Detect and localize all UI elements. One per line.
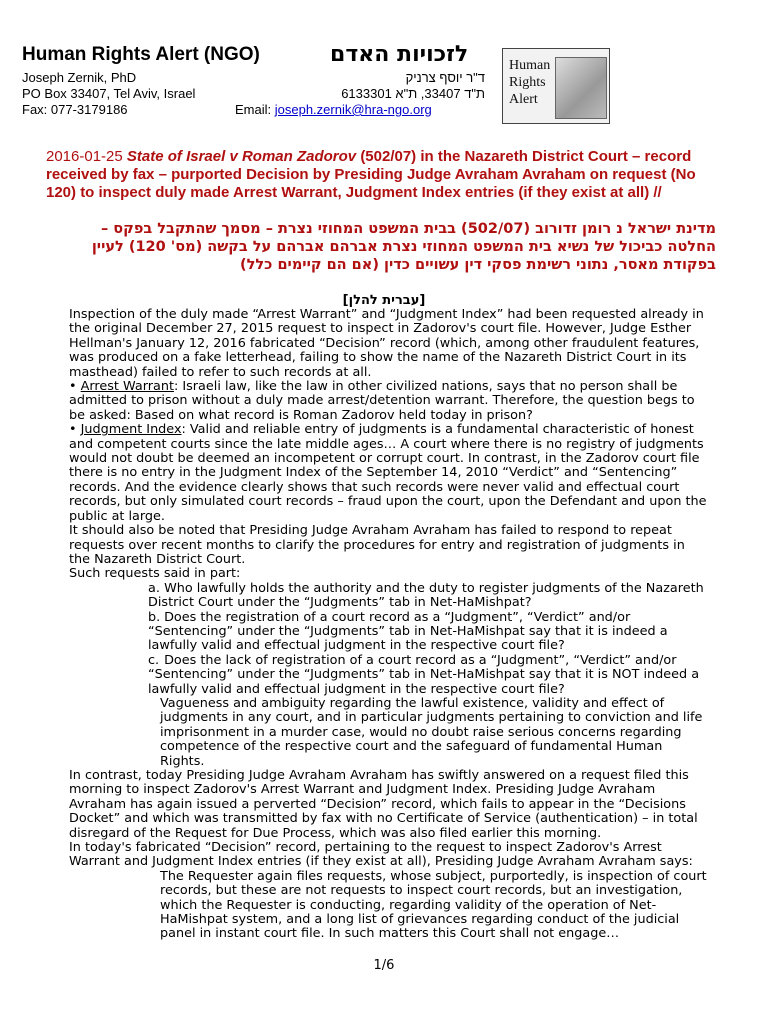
page-number: 1/6 <box>373 958 395 973</box>
contact-block-hebrew <box>341 70 485 102</box>
hebrew-below-note: [עברית להלן] <box>342 293 426 308</box>
block-quote: The Requester again files requests, whose subject, purportedly, is inspection of court records, but these are not requests to inspect court records, but an investigation, which the Requester is conducting, regarding validity of the operation of Net-HaMishpat system, and a long list of grievances regarding conduct of the judicial panel in instant court file. In such matters this Court shall not engage… <box>160 868 707 942</box>
paragraph: In today's fabricated “Decision” record, pertaining to the request to inspect Zadorov's Arrest Warrant and Judgment Index entries (if they exist at all), Presiding Judge Avraham Avraham says: <box>69 840 693 870</box>
email-link[interactable]: joseph.zernik@hra-ngo.org <box>274 102 432 117</box>
paragraph: It should also be noted that Presiding Judge Avraham Avraham has failed to respond to repeat requests over recent months to clarify the procedures for entry and registration of judgments in the Nazareth District Court. <box>69 523 685 567</box>
author-name: Joseph Zernik, PhD <box>22 70 137 85</box>
org-name-english: Human Rights Alert (NGO) <box>22 44 260 65</box>
title-rest: (502/07) in the Nazareth District Court – record received by fax – purported Decision by Presiding Judge Avraham Avraham on request (No 120) to inspect duly made Arrest Warrant, Judgment Index entries (if they exist at all) // <box>46 148 696 201</box>
paragraph: Vagueness and ambiguity regarding the lawful existence, validity and effect of judgments in any court, and in particular judgments pertaining to conviction and life imprisonment in a murder case, would no doubt raise serious concerns regarding competence of the respective court and the safeguard of fundamental Human Rights. <box>160 695 703 769</box>
list-item: a. Who lawfully holds the authority and the duty to register judgments of the Nazareth District Court under the “Judgments” tab in Net-HaMishpat? <box>148 580 704 611</box>
case-name: State of Israel v Roman Zadorov <box>126 148 357 165</box>
paragraph: In contrast, today Presiding Judge Avraham Avraham has swiftly answered on a request filed this morning to inspect Zadorov's Arrest Warrant and Judgment Index. Presiding Judge Avraham Avraham has again issued a perverted “Decision” record, which fails to appear in the “Decisions Docket” and which was transmitted by fax with no Certificate of Service (authentication) – in total disregard of the Request for Due Process, which was also filed earlier this morning. <box>69 768 698 841</box>
document-title <box>46 148 706 202</box>
fax-number: Fax: 077-3179186 <box>22 102 128 117</box>
org-name-hebrew: לזכויות האדם <box>330 42 469 67</box>
title-date: 2016-01-25 <box>46 148 123 165</box>
document-body <box>69 308 709 942</box>
org-logo <box>502 48 610 124</box>
postal-address: PO Box 33407, Tel Aviv, Israel <box>22 86 196 101</box>
paragraph: Inspection of the duly made “Arrest Warrant” and “Judgment Index” had been requested already in the original December 27, 2015 request to inspect in Zadorov's court file. However, Judge Esther Hellman's January 12, 2016 fabricated “Decision” record (which, among other fraudulent features, was produced on a fake letterhead, failing to show the name of the Nazareth District Court in its masthead) failed to refer to such records at all. <box>69 307 704 380</box>
logo-illustration <box>555 57 607 119</box>
email-line <box>235 102 432 117</box>
author-name-hebrew: ד"ר יוסף צרניק <box>405 70 485 85</box>
contact-block-english <box>22 70 195 118</box>
bullet-arrest-warrant: • Arrest Warrant: Israeli law, like the law in other civilized nations, says that no person shall be admitted to prison without a duly made arrest/detention warrant. Therefore, the question begs to be asked: Based on what record is Roman Zadorov held today in prison? <box>69 379 695 423</box>
postal-address-hebrew: ת"ד 33407, ת"א 6133301 <box>341 86 485 101</box>
list-item: b. Does the registration of a court record as a “Judgment”, “Verdict” and/or “Sentencing” under the “Judgments” tab in Net-HaMishpat say that it is indeed a lawfully valid and effectual judgment in the respective court file? <box>148 609 668 654</box>
list-item: c. Does the lack of registration of a court record as a “Judgment”, “Verdict” and/or “Sentencing” under the “Judgments” tab in Net-HaMishpat say that it is NOT indeed a lawfully valid and effectual judgment in the respective court file? <box>148 652 700 697</box>
paragraph: Such requests said in part: <box>69 566 241 582</box>
bullet-judgment-index: • Judgment Index: Valid and reliable entry of judgments is a fundamental characteristic of honest and competent courts since the late middle ages… A court where there is no registry of judgments would not doubt be deemed an incompetent or corrupt court. In contrast, in the Zadorov court file there is no entry in the Judgment Index of the September 14, 2010 “Verdict” and “Sentencing” records. And the evidence clearly shows that such records were never valid and effectual court records, but only simulated court records – fraud upon the court, upon the Defendant and upon the public at large. <box>69 422 707 524</box>
document-title-hebrew: מדינת ישראל נ רומן זדורוב (502/07) בבית המשפט המחוזי נצרת – מסמך שהתקבל בפקס – החלטה כביכול של נשיא בית המשפט המחוזי נצרת אברהם אברהם על בקשה (מס' 120) לעיין בפקודת מאסר, נתוני רשימת פסקי דין עשויים כדין (אם הם קיימים כלל) <box>91 221 716 273</box>
email-label: Email: <box>235 102 272 117</box>
logo-text: Human Rights Alert <box>509 58 551 107</box>
